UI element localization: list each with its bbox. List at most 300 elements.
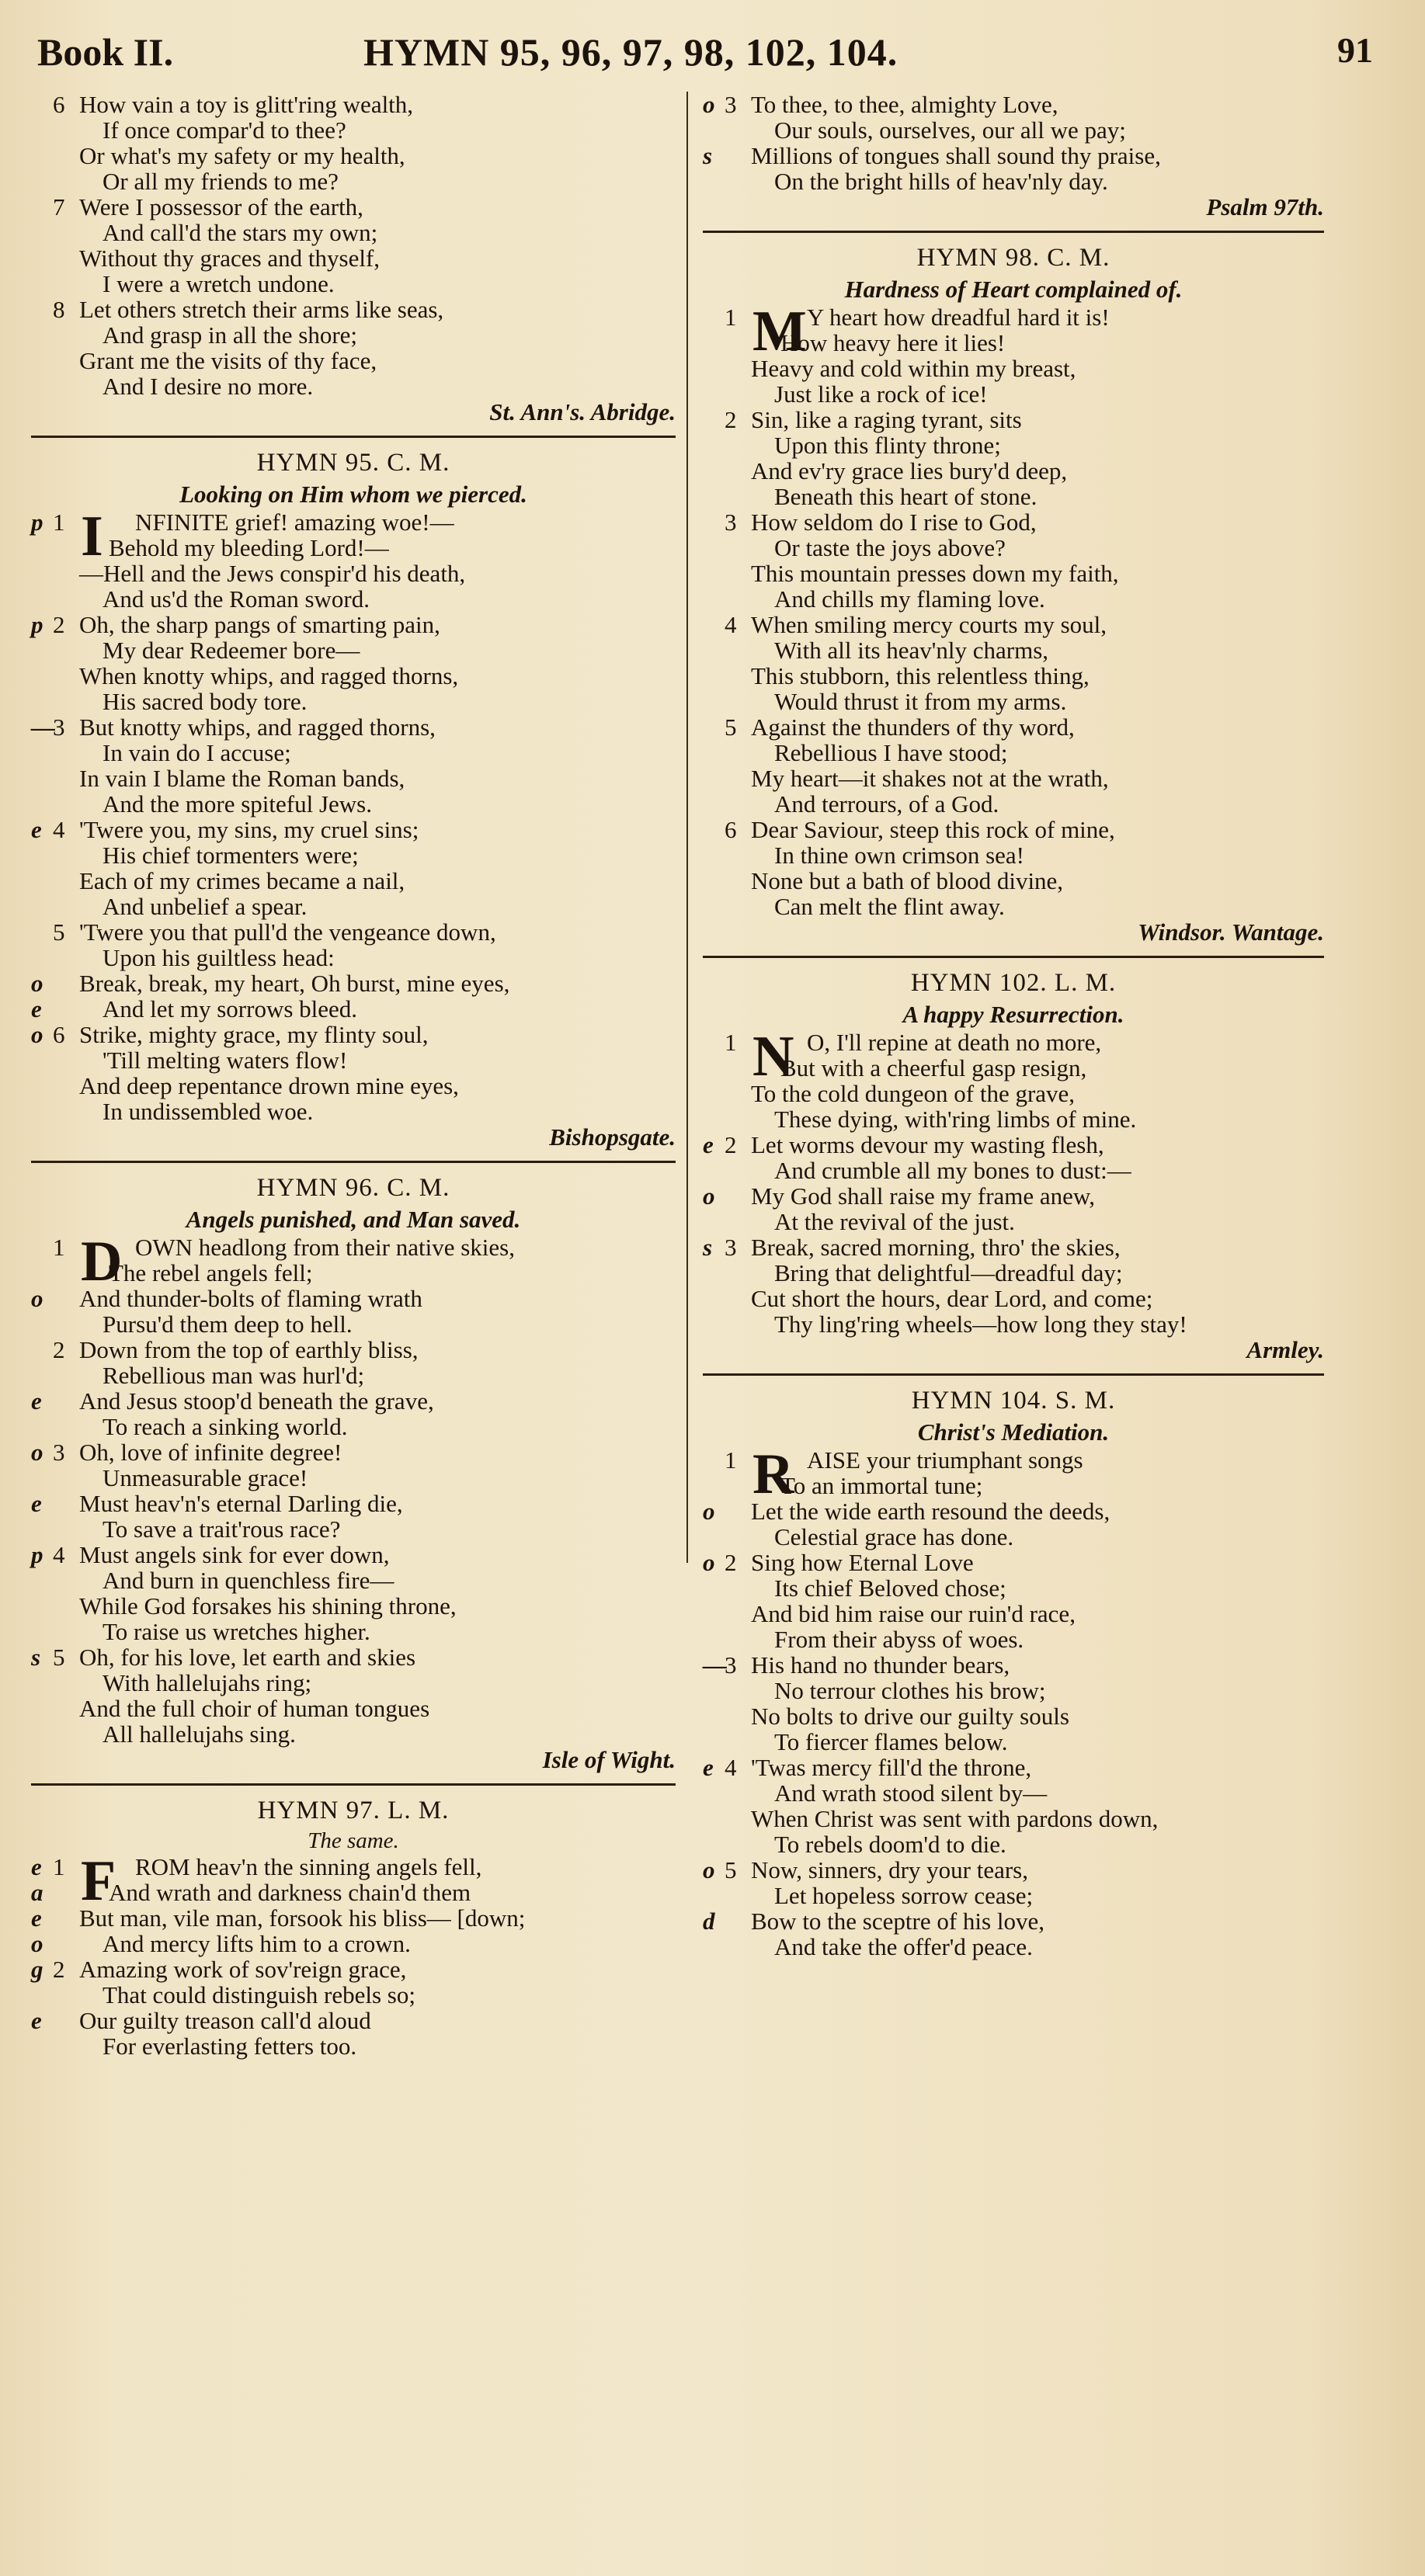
verse-line	[31, 2008, 676, 2033]
dynamic-mark: —	[703, 1651, 727, 1679]
verse-text: And deep repentance drown mine eyes,	[79, 1072, 459, 1099]
verse-line	[703, 894, 1324, 919]
verse-number: 3	[53, 1439, 65, 1466]
book-label: Book II.	[37, 30, 174, 74]
page-number: 91	[1337, 30, 1373, 70]
verse-line	[703, 407, 1324, 432]
drop-cap: M	[752, 300, 807, 363]
dynamic-mark: e	[31, 995, 42, 1022]
hymn-97-verses	[31, 1849, 676, 2060]
verse-text: Grant me the visits of thy face,	[79, 347, 377, 374]
verse-number: 4	[725, 611, 737, 638]
verse-text: Upon his guiltless head:	[103, 944, 335, 971]
verse-text: How heavy here it lies!	[780, 329, 1006, 356]
verse-line	[703, 381, 1324, 407]
verse-text: Sin, like a raging tyrant, sits	[751, 406, 1022, 433]
verse-text: And the full choir of human tongues	[79, 1695, 430, 1722]
verse-line	[31, 1286, 676, 1311]
section-rule	[703, 231, 1324, 233]
verse-line	[703, 586, 1324, 612]
verse-text: And wrath and darkness chain'd them	[109, 1879, 471, 1906]
verse-text: Break, sacred morning, thro' the skies,	[751, 1234, 1121, 1261]
verse-line	[703, 714, 1324, 740]
verse-text: I were a wretch undone.	[103, 270, 335, 297]
verse-line	[703, 356, 1324, 381]
verse-text: To the cold dungeon of the grave,	[751, 1080, 1076, 1107]
verse-line	[31, 1311, 676, 1337]
verse-line	[31, 919, 676, 945]
dynamic-mark: o	[703, 91, 715, 118]
verse-text: Our souls, ourselves, our all we pay;	[774, 116, 1126, 144]
dynamic-mark: o	[703, 1498, 715, 1525]
verse-line	[703, 1158, 1324, 1183]
verse-text: To reach a sinking world.	[103, 1413, 348, 1440]
verse-text: Thy ling'ring wheels—how long they stay!	[774, 1311, 1187, 1338]
verse-line	[703, 1857, 1324, 1883]
verse-text: To raise us wretches higher.	[103, 1618, 370, 1645]
verse-line	[31, 373, 676, 399]
hymn-subtitle: Christ's Mediation.	[917, 1418, 1110, 1446]
verse-line	[31, 220, 676, 245]
tune-name: Isle of Wight.	[542, 1746, 676, 1773]
verse-line	[31, 791, 676, 817]
verse-line	[703, 92, 1324, 117]
dynamic-mark: o	[31, 1930, 43, 1957]
verse-text: Or what's my safety or my health,	[79, 142, 405, 169]
verse-text: Just like a rock of ice!	[774, 380, 988, 408]
hymn-98-verses	[703, 300, 1324, 920]
hymn-95-verses	[31, 505, 676, 1125]
verse-text: That could distinguish rebels so;	[103, 1981, 415, 2008]
verse-number: 2	[725, 1549, 737, 1576]
verse-text: Without thy graces and thyself,	[79, 245, 381, 272]
tune-name: Windsor. Wantage.	[1138, 918, 1324, 946]
verse-text: His chief tormenters were;	[103, 842, 359, 869]
verse-text: Must heav'n's eternal Darling die,	[79, 1490, 403, 1517]
verse-line	[31, 348, 676, 373]
verse-text: How vain a toy is glitt'ring wealth,	[79, 91, 414, 118]
column-divider	[686, 92, 688, 1563]
verse-text: And I desire no more.	[103, 373, 314, 400]
verse-text: Now, sinners, dry your tears,	[751, 1856, 1028, 1883]
verse-text: Or all my friends to me?	[103, 168, 339, 195]
verse-text: —Hell and the Jews conspir'd his death,	[79, 560, 466, 587]
verse-text: And unbelief a spear.	[103, 893, 308, 920]
verse-line	[31, 1491, 676, 1516]
verse-line	[31, 612, 676, 637]
verse-text: And wrath stood silent by—	[774, 1779, 1048, 1807]
verse-text: In thine own crimson sea!	[774, 842, 1024, 869]
verse-line	[703, 117, 1324, 143]
verse-number: 1	[53, 1234, 65, 1261]
verse-text: When Christ was sent with pardons down,	[751, 1805, 1159, 1832]
verse-line	[703, 1626, 1324, 1652]
dynamic-mark: p	[31, 1541, 43, 1568]
verse-text: But knotty whips, and ragged thorns,	[79, 713, 436, 741]
hymn-title: HYMN 96. C. M.	[256, 1174, 450, 1202]
dynamic-mark: e	[31, 816, 42, 843]
verse-text: Break, break, my heart, Oh burst, mine eyes,	[79, 970, 510, 997]
hymn-subtitle: The same.	[308, 1828, 399, 1853]
dynamic-mark: e	[31, 1853, 42, 1880]
verse-text: None but a bath of blood divine,	[751, 867, 1064, 894]
verse-line	[31, 143, 676, 168]
dynamic-mark: e	[703, 1754, 714, 1781]
verse-text: And take the offer'd peace.	[774, 1933, 1033, 1960]
verse-text: 'Twas mercy fill'd the throne,	[751, 1754, 1032, 1781]
verse-line	[703, 1601, 1324, 1626]
verse-line	[31, 1022, 676, 1047]
verse-line	[703, 1908, 1324, 1934]
verse-text: Each of my crimes became a nail,	[79, 867, 405, 894]
dynamic-mark: s	[31, 1644, 41, 1671]
verse-line	[31, 168, 676, 194]
verse-text: Heavy and cold within my breast,	[751, 355, 1076, 382]
section-rule	[31, 1161, 676, 1163]
verse-number: 5	[53, 1644, 65, 1671]
verse-line	[703, 1286, 1324, 1311]
verse-text: To fiercer flames below.	[774, 1728, 1008, 1755]
verse-text: His hand no thunder bears,	[751, 1651, 1010, 1679]
verse-line	[31, 561, 676, 586]
hymn-94-continuation	[31, 92, 676, 399]
tune-name: Bishopsgate.	[549, 1123, 676, 1151]
verse-text: To rebels doom'd to die.	[774, 1831, 1006, 1858]
verse-text: And let my sorrows bleed.	[103, 995, 358, 1022]
verse-line	[703, 1311, 1324, 1337]
drop-cap: R	[752, 1442, 794, 1506]
verse-line	[703, 740, 1324, 766]
verse-text: For everlasting fetters too.	[103, 2033, 357, 2060]
verse-line	[703, 1934, 1324, 1960]
verse-line	[31, 740, 676, 766]
dynamic-mark: o	[31, 970, 43, 997]
verse-text: Let hopeless sorrow cease;	[774, 1882, 1034, 1909]
hymn-subtitle: A happy Resurrection.	[902, 1001, 1124, 1028]
verse-line	[703, 168, 1324, 194]
verse-text: Can melt the flint away.	[774, 893, 1005, 920]
verse-text: And grasp in all the shore;	[103, 321, 358, 349]
verse-text: How seldom do I rise to God,	[751, 509, 1037, 536]
verse-text: Sing how Eternal Love	[751, 1549, 974, 1576]
dynamic-mark: o	[703, 1856, 715, 1883]
verse-text: Y heart how dreadful hard it is!	[807, 304, 1110, 331]
verse-line	[31, 194, 676, 220]
verse-line	[31, 1567, 676, 1593]
verse-line	[703, 791, 1324, 817]
tune-name: Armley.	[1246, 1336, 1324, 1363]
verse-text: Must angels sink for ever down,	[79, 1541, 390, 1568]
verse-line	[703, 1055, 1324, 1081]
verse-text: To an immortal tune;	[780, 1472, 983, 1499]
verse-number: 7	[53, 193, 65, 220]
left-column	[31, 92, 676, 2059]
verse-text: This mountain presses down my faith,	[751, 560, 1119, 587]
verse-line	[31, 117, 676, 143]
verse-text: This stubborn, this relentless thing,	[751, 662, 1090, 689]
verse-number: 3	[725, 91, 737, 118]
hymn-96-verses	[31, 1230, 676, 1748]
verse-line	[31, 714, 676, 740]
dynamic-mark: e	[31, 1387, 42, 1415]
verse-text: Oh, for his love, let earth and skies	[79, 1644, 416, 1671]
verse-text: When smiling mercy courts my soul,	[751, 611, 1107, 638]
verse-line	[703, 330, 1324, 356]
verse-line	[31, 1414, 676, 1439]
verse-text: But man, vile man, forsook his bliss— [down;	[79, 1904, 526, 1932]
verse-line	[31, 1721, 676, 1747]
verse-line	[31, 1388, 676, 1414]
dynamic-mark: o	[31, 1021, 43, 1048]
verse-line	[703, 1575, 1324, 1601]
verse-text: My dear Redeemer bore—	[103, 637, 360, 664]
verse-text: Beneath this heart of stone.	[774, 483, 1037, 510]
hymn-104-verses	[703, 1442, 1324, 1960]
verse-number: 8	[53, 296, 65, 323]
verse-number: 2	[53, 611, 65, 638]
verse-text: 'Twere you, my sins, my cruel sins;	[79, 816, 419, 843]
verse-text: In vain do I accuse;	[103, 739, 291, 766]
verse-number: 2	[725, 1131, 737, 1158]
verse-line	[703, 637, 1324, 663]
dynamic-mark: o	[703, 1549, 715, 1576]
verse-number: 1	[53, 509, 65, 536]
hymn-title: HYMN 95. C. M.	[256, 449, 450, 477]
verse-line	[31, 245, 676, 271]
dynamic-mark: o	[31, 1439, 43, 1466]
verse-line	[703, 432, 1324, 458]
verse-number: 5	[53, 918, 65, 946]
verse-line	[703, 612, 1324, 637]
verse-line	[31, 271, 676, 297]
hymn-subtitle: Looking on Him whom we pierced.	[179, 481, 527, 508]
verse-text: With all its heav'nly charms,	[774, 637, 1049, 664]
verse-line	[31, 894, 676, 919]
verse-text: Against the thunders of thy word,	[751, 713, 1075, 741]
verse-line	[31, 1439, 676, 1465]
verse-line	[703, 817, 1324, 842]
verse-text: And chills my flaming love.	[774, 585, 1045, 613]
verse-text: My God shall raise my frame anew,	[751, 1182, 1096, 1210]
verse-line	[31, 1956, 676, 1982]
verse-text: If once compar'd to thee?	[103, 116, 346, 144]
dynamic-mark: o	[31, 1285, 43, 1312]
verse-text: These dying, with'ring limbs of mine.	[774, 1106, 1137, 1133]
verse-line	[31, 1363, 676, 1388]
section-rule	[703, 956, 1324, 958]
verse-line	[31, 945, 676, 970]
verse-text: Oh, love of infinite degree!	[79, 1439, 342, 1466]
tune-name: St. Ann's. Abridge.	[489, 398, 676, 425]
tune-name: Psalm 97th.	[1206, 193, 1324, 220]
verse-line	[31, 535, 676, 561]
verse-line	[703, 1106, 1324, 1132]
verse-line	[31, 766, 676, 791]
verse-text: ROM heav'n the sinning angels fell,	[135, 1853, 482, 1880]
verse-line	[703, 842, 1324, 868]
verse-line	[31, 868, 676, 894]
verse-text: Or taste the joys above?	[774, 534, 1006, 561]
verse-text: And call'd the stars my own;	[103, 219, 378, 246]
verse-line	[31, 1982, 676, 2008]
verse-line	[703, 1755, 1324, 1780]
verse-line	[31, 970, 676, 996]
verse-line	[31, 1516, 676, 1542]
verse-text: Let others stretch their arms like seas,	[79, 296, 444, 323]
verse-text: And mercy lifts him to a crown.	[103, 1930, 411, 1957]
verse-number: 5	[725, 1856, 737, 1883]
verse-line	[31, 1099, 676, 1124]
verse-text: Oh, the sharp pangs of smarting pain,	[79, 611, 440, 638]
verse-line	[31, 92, 676, 117]
dynamic-mark: e	[31, 1904, 42, 1932]
verse-text: With hallelujahs ring;	[103, 1669, 312, 1696]
verse-line	[703, 535, 1324, 561]
dynamic-mark: p	[31, 509, 43, 536]
drop-cap: F	[81, 1849, 116, 1913]
hymn-title: HYMN 104. S. M.	[911, 1387, 1116, 1415]
verse-text: NFINITE grief! amazing woe!—	[135, 509, 454, 536]
verse-line	[31, 1542, 676, 1567]
verse-text: Rebellious man was hurl'd;	[103, 1362, 365, 1389]
verse-text: To save a trait'rous race?	[103, 1515, 341, 1543]
verse-text: And bid him raise our ruin'd race,	[751, 1600, 1076, 1627]
verse-text: O, I'll repine at death no more,	[807, 1029, 1102, 1056]
verse-text: And Jesus stoop'd beneath the grave,	[79, 1387, 434, 1415]
dynamic-mark: e	[31, 1490, 42, 1517]
verse-text: In undissembled woe.	[103, 1098, 314, 1125]
section-rule	[31, 436, 676, 438]
verse-text: Upon this flinty throne;	[774, 432, 1001, 459]
verse-line	[31, 2033, 676, 2059]
verse-number: 2	[53, 1956, 65, 1983]
verse-line	[703, 1703, 1324, 1729]
verse-line	[703, 143, 1324, 168]
verse-text: Dear Saviour, steep this rock of mine,	[751, 816, 1115, 843]
verse-line	[31, 1593, 676, 1619]
verse-text: And terrours, of a God.	[774, 790, 999, 818]
verse-line	[703, 484, 1324, 509]
drop-cap: N	[752, 1025, 794, 1088]
verse-number: 1	[725, 1446, 737, 1474]
verse-number: 2	[53, 1336, 65, 1363]
verse-line	[31, 1931, 676, 1956]
verse-line	[703, 1132, 1324, 1158]
dynamic-mark: s	[703, 142, 713, 169]
verse-line	[31, 1880, 676, 1905]
verse-line	[703, 1473, 1324, 1498]
verse-line	[703, 1729, 1324, 1755]
verse-text: And crumble all my bones to dust:—	[774, 1157, 1131, 1184]
verse-line	[703, 766, 1324, 791]
section-rule	[31, 1783, 676, 1786]
verse-text: No bolts to drive our guilty souls	[751, 1703, 1069, 1730]
verse-number: 6	[53, 1021, 65, 1048]
hymn-subtitle: Hardness of Heart complained of.	[844, 276, 1183, 303]
verse-line	[31, 1047, 676, 1073]
dynamic-mark: d	[703, 1908, 715, 1935]
verse-text: Its chief Beloved chose;	[774, 1574, 1006, 1602]
verse-number: 4	[53, 1541, 65, 1568]
verse-text: Were I possessor of the earth,	[79, 193, 363, 220]
verse-line	[703, 1806, 1324, 1831]
verse-text: While God forsakes his shining throne,	[79, 1592, 457, 1620]
dynamic-mark: g	[31, 1956, 43, 1983]
verse-text: Amazing work of sov'reign grace,	[79, 1956, 407, 1983]
dynamic-mark: o	[703, 1182, 715, 1210]
hymn-subtitle: Angels punished, and Man saved.	[186, 1206, 521, 1233]
verse-line	[703, 689, 1324, 714]
verse-text: Behold my bleeding Lord!—	[109, 534, 389, 561]
hymn-97-continuation	[703, 92, 1324, 194]
verse-line	[703, 1234, 1324, 1260]
verse-number: 2	[725, 406, 737, 433]
verse-line	[31, 1905, 676, 1931]
verse-line	[31, 663, 676, 689]
verse-number: 6	[725, 816, 737, 843]
verse-line	[31, 817, 676, 842]
verse-text: Would thrust it from my arms.	[774, 688, 1067, 715]
verse-number: 1	[53, 1853, 65, 1880]
verse-text: And burn in quenchless fire—	[103, 1567, 394, 1594]
verse-line	[31, 1696, 676, 1721]
verse-line	[31, 297, 676, 322]
verse-text: From their abyss of woes.	[774, 1626, 1024, 1653]
verse-text: And the more spiteful Jews.	[103, 790, 372, 818]
verse-line	[703, 1780, 1324, 1806]
verse-line	[703, 1678, 1324, 1703]
verse-line	[703, 1831, 1324, 1857]
verse-line	[703, 1883, 1324, 1908]
verse-line	[703, 1550, 1324, 1575]
verse-text: 'Till melting waters flow!	[103, 1047, 348, 1074]
verse-text: But with a cheerful gasp resign,	[780, 1054, 1087, 1081]
verse-number: 4	[53, 816, 65, 843]
verse-text: Bow to the sceptre of his love,	[751, 1908, 1044, 1935]
dynamic-mark: —	[31, 713, 55, 741]
verse-text: 'Twere you that pull'd the vengeance down,	[79, 918, 496, 946]
verse-line	[703, 1081, 1324, 1106]
verse-line	[31, 1465, 676, 1491]
verse-text: Unmeasurable grace!	[103, 1464, 308, 1491]
verse-text: Millions of tongues shall sound thy praise,	[751, 142, 1161, 169]
verse-line	[703, 1524, 1324, 1550]
verse-text: My heart—it shakes not at the wrath,	[751, 765, 1109, 792]
verse-text: At the revival of the just.	[774, 1208, 1015, 1235]
verse-number: 4	[725, 1754, 737, 1781]
verse-text: On the bright hills of heav'nly day.	[774, 168, 1108, 195]
verse-line	[31, 637, 676, 663]
running-title: HYMN 95, 96, 97, 98, 102, 104.	[363, 30, 898, 74]
verse-number: 3	[725, 1234, 737, 1261]
verse-text: And us'd the Roman sword.	[103, 585, 370, 613]
hymn-title: HYMN 102. L. M.	[910, 969, 1117, 997]
verse-number: 1	[725, 1029, 737, 1056]
verse-line	[703, 1183, 1324, 1209]
verse-number: 3	[725, 509, 737, 536]
verse-line	[31, 322, 676, 348]
verse-text: OWN headlong from their native skies,	[135, 1234, 515, 1261]
verse-line	[703, 1652, 1324, 1678]
verse-text: In vain I blame the Roman bands,	[79, 765, 405, 792]
dynamic-mark: s	[703, 1234, 713, 1261]
verse-line	[31, 842, 676, 868]
verse-text: Celestial grace has done.	[774, 1523, 1014, 1550]
verse-text: Strike, mighty grace, my flinty soul,	[79, 1021, 429, 1048]
right-column	[703, 92, 1324, 1960]
verse-line	[31, 1619, 676, 1644]
verse-text: Bring that delightful—dreadful day;	[774, 1259, 1123, 1286]
